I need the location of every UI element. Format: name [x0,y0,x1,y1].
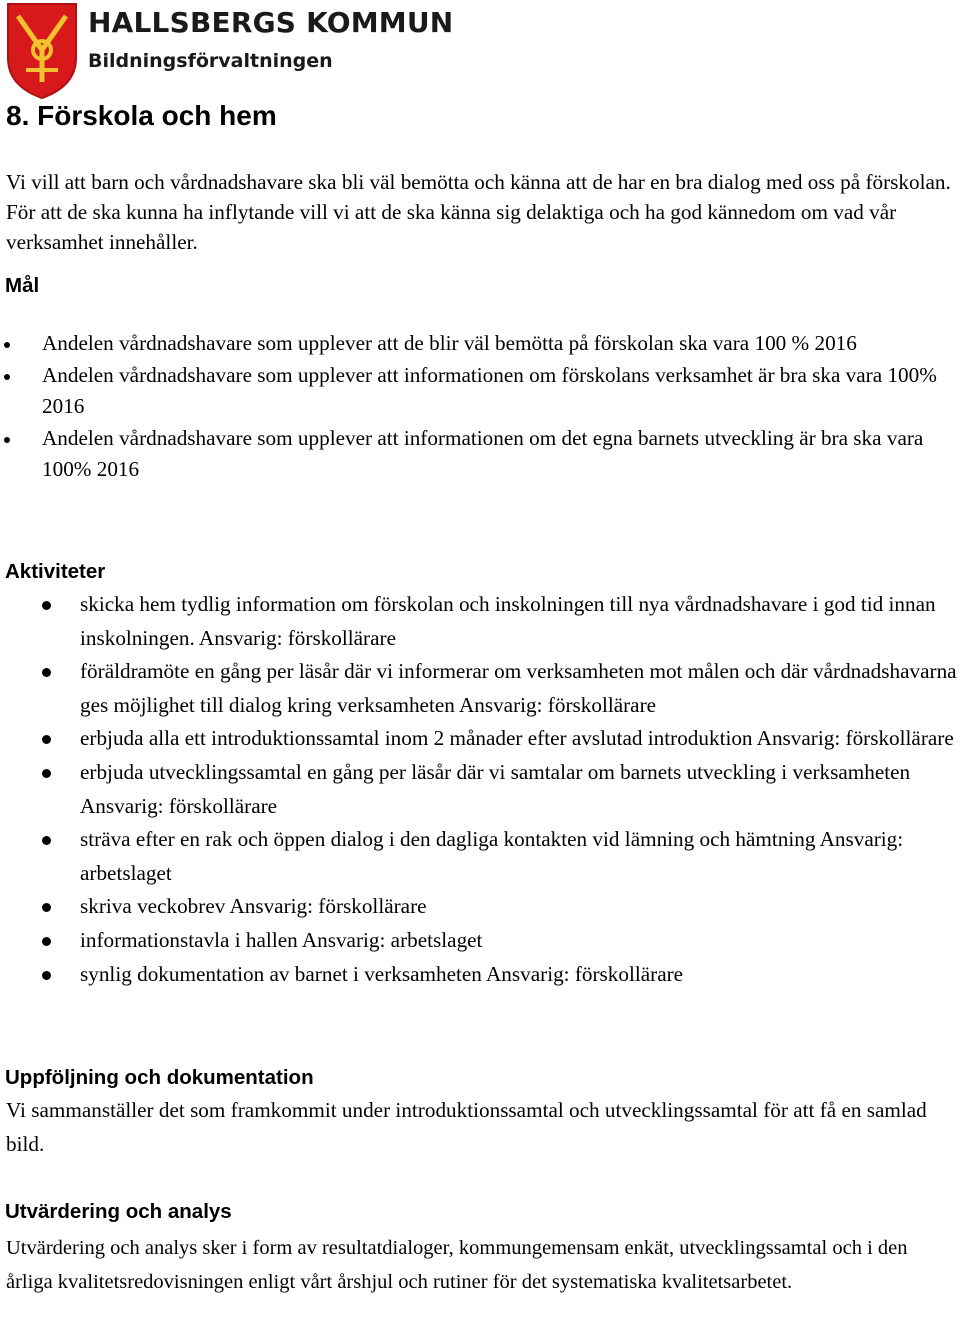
organization-name: HALLSBERGS KOMMUN [88,6,454,39]
activity-text: skicka hem tydlig information om förskolan och inskolningen till nya vårdnadshavare i god tid innan inskolningen. Ansvarig: förskollärare [80,592,936,650]
bullet-icon [4,437,10,443]
activity-text: föräldramöte en gång per läsår där vi informerar om verksamheten mot målen och där vårdnadshavarna ges möjlighet till dialog kring verksamheten Ansvarig: förskollärare [80,659,957,717]
bullet-icon [42,937,51,946]
goal-text: Andelen vårdnadshavare som upplever att de blir väl bemötta på förskolan ska vara 100 % 2016 [42,331,857,355]
activity-text: sträva efter en rak och öppen dialog i den dagliga kontakten vid lämning och hämtning Ansvarig: arbetslaget [80,827,904,885]
section-title: 8. Förskola och hem [6,100,277,131]
bullet-icon [4,374,10,380]
municipality-crest-logo [4,0,80,100]
followup-heading: Uppföljning och dokumentation [5,1066,314,1089]
goal-item [0,360,960,423]
activity-text: synlig dokumentation av barnet i verksamheten Ansvarig: förskollärare [80,961,684,986]
activity-item [0,756,960,823]
bullet-icon [42,903,51,912]
activity-item [0,924,960,958]
bullet-icon [4,342,10,348]
activity-item [0,722,960,756]
bullet-icon [42,971,51,980]
activity-item [0,588,960,655]
evaluation-heading: Utvärdering och analys [5,1200,232,1223]
activity-text: informationstavla i hallen Ansvarig: arbetslaget [80,927,483,952]
letterhead [4,0,564,104]
activity-item [0,655,960,722]
activities-list [0,588,960,991]
goal-text: Andelen vårdnadshavare som upplever att informationen om det egna barnets utveckling är bra ska vara 100% 2016 [42,425,924,481]
goals-list [0,328,960,486]
evaluation-paragraph: Utvärdering och analys sker i form av resultatdialoger, kommungemensam enkät, utvecklingssamtal och i den årliga kvalitetsredovisningen enligt vårt årshjul och rutiner för det systematiska kvalitetsarbetet. [6,1237,908,1293]
bullet-icon [42,601,51,610]
goals-heading: Mål [5,274,40,297]
goal-text: Andelen vårdnadshavare som upplever att informationen om förskolans verksamhet är bra ska vara 100% 2016 [42,362,937,418]
followup-paragraph: Vi sammanställer det som framkommit under introduktionssamtal och utvecklingssamtal för att få en samlad bild. [6,1098,927,1156]
activity-text: skriva veckobrev Ansvarig: förskollärare [80,894,427,919]
activity-item [0,823,960,890]
activity-item [0,958,960,992]
bullet-icon [42,668,51,677]
goal-item [0,423,960,486]
bullet-icon [42,769,51,778]
goal-item [0,328,960,360]
activity-text: erbjuda utvecklingssamtal en gång per läsår där vi samtalar om barnets utveckling i verksamheten Ansvarig: förskollärare [80,759,911,818]
activity-text: erbjuda alla ett introduktionssamtal inom 2 månader efter avslutad introduktion Ansvarig: förskollärare [80,726,954,751]
activities-heading: Aktiviteter [5,560,106,583]
activity-item [0,890,960,924]
bullet-icon [42,836,51,845]
intro-paragraph: Vi vill att barn och vårdnadshavare ska bli väl bemötta och känna att de har en bra dialog med oss på förskolan. För att de ska kunna ha inflytande vill vi att de ska känna sig delaktiga och ha god kännedom om vad vår verksamhet innehåller. [6,170,951,254]
bullet-icon [42,735,51,744]
department-name: Bildningsförvaltningen [88,50,333,72]
